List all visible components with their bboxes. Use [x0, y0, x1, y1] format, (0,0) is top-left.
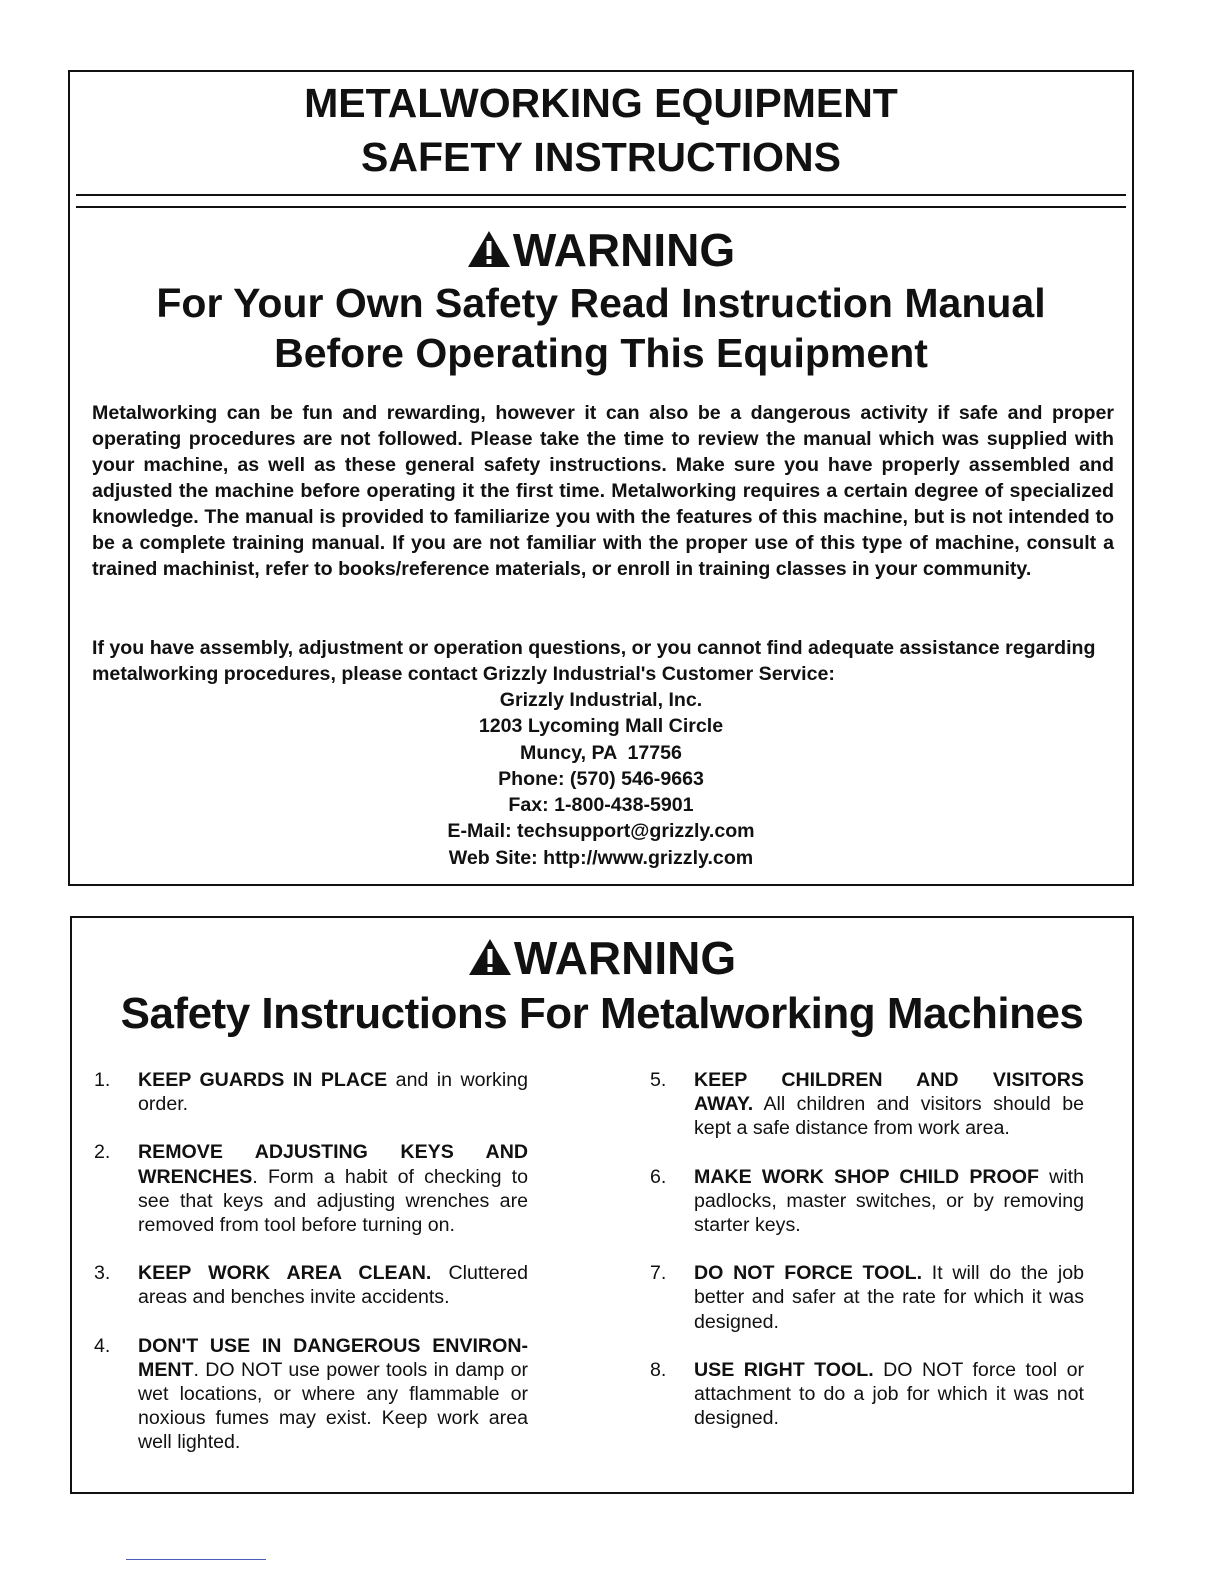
instruction-text	[694, 1068, 1084, 1141]
warning-triangle-icon	[467, 230, 511, 268]
instruction-text	[138, 1261, 528, 1309]
instruction-text	[138, 1068, 528, 1116]
instruction-text	[694, 1358, 1084, 1431]
instructions-column-right	[650, 1068, 1084, 1454]
instruction-number: 6.	[650, 1165, 667, 1188]
instruction-body: . Form a habit of checking to see that keys and adjusting wrenches are removed from tool before turning on.	[138, 1165, 528, 1237]
contact-street: 1203 Lycoming Mall Circle	[478, 715, 724, 738]
instruction-text	[138, 1140, 528, 1237]
instruction-heading: KEEP CHILDREN AND VISITORS	[694, 1069, 1084, 1091]
instruction-text	[694, 1261, 1084, 1334]
contact-company: Grizzly Industrial, Inc.	[499, 689, 703, 711]
instruction-body: All children and visitors should be kept a safe distance from work area.	[694, 1093, 1084, 1140]
instruction-item	[650, 1068, 1084, 1141]
warning-subtitle-line1: For Your Own Safety Read Instruction Manual	[156, 280, 1046, 326]
title-divider-top	[76, 194, 1126, 196]
page-title-line2: SAFETY INSTRUCTIONS	[361, 134, 841, 180]
instruction-body: with padlocks, master switches, or by removing starter keys.	[694, 1165, 1084, 1237]
contact-fax: Fax: 1-800-438-5901	[508, 794, 694, 817]
instruction-heading: DO NOT FORCE TOOL.	[694, 1262, 923, 1285]
instruction-heading-continued: MENT	[138, 1358, 194, 1381]
title-divider-bottom	[76, 206, 1126, 208]
instruction-item	[94, 1261, 528, 1309]
instruction-number: 2.	[94, 1141, 111, 1164]
instruction-number: 5.	[650, 1069, 667, 1091]
instruction-body: and in working order.	[138, 1069, 528, 1116]
contact-block	[70, 687, 1132, 871]
instruction-body: DO NOT force tool or attachment to do a job for which it was not designed.	[694, 1358, 1084, 1430]
instruction-body: It will do the job better and safer at the rate for which it was designed.	[694, 1262, 1084, 1333]
machine-safety-box	[70, 916, 1134, 1494]
contact-phone: Phone: (570) 546-9663	[498, 767, 704, 790]
instruction-heading: USE RIGHT TOOL.	[694, 1358, 874, 1381]
instruction-heading: MAKE WORK SHOP CHILD PROOF	[694, 1165, 1039, 1188]
instruction-item	[94, 1334, 528, 1455]
instruction-heading: DON'T USE IN DANGEROUS ENVIRON-	[138, 1334, 528, 1357]
general-safety-box	[68, 70, 1134, 886]
instruction-body: Cluttered areas and benches invite accidents.	[138, 1262, 528, 1309]
warning-subtitle-line2: Before Operating This Equipment	[274, 330, 928, 376]
instruction-item	[94, 1140, 528, 1237]
contact-paragraph: If you have assembly, adjustment or operation questions, or you cannot find adequate assistance regarding metalworking procedures, please contact Grizzly Industrial's Customer Service:	[92, 637, 1096, 685]
instruction-text	[694, 1165, 1084, 1238]
intro-paragraph: Metalworking can be fun and rewarding, however it can also be a dangerous activity if safe and proper operating procedures are not followed. Please take the time to review the manual which was supplied with your machine, as well as these general safety instructions. Make sure you have properly assembled and adjusted the machine before operating it the first time. Metalworking requires a certain degree of specialized knowledge. The manual is provided to familiarize you with the features of this machine, but is not intended to be a complete training manual. If you are not familiar with the proper use of this type of machine, consult a trained machinist, refer to books/reference materials, or enroll in training classes in your community.	[92, 402, 1114, 580]
instruction-heading-continued: AWAY.	[694, 1093, 754, 1116]
instruction-item	[650, 1261, 1084, 1334]
machine-safety-subtitle: Safety Instructions For Metalworking Machines	[120, 989, 1084, 1038]
instruction-heading: KEEP WORK AREA CLEAN.	[138, 1262, 432, 1285]
instruction-number: 7.	[650, 1262, 667, 1285]
warning-triangle-icon	[468, 938, 512, 976]
instruction-item	[650, 1358, 1084, 1431]
warning-label-1: WARNING	[512, 224, 736, 276]
contact-email[interactable]: E-Mail: techsupport@grizzly.com	[447, 820, 755, 843]
instruction-number: 1.	[94, 1069, 111, 1091]
instruction-heading: KEEP GUARDS IN PLACE	[138, 1069, 388, 1091]
warning-heading-2	[72, 932, 1132, 984]
contact-website[interactable]: Web Site: http://www.grizzly.com	[448, 846, 754, 869]
instruction-item	[94, 1068, 528, 1116]
warning-label-2: WARNING	[513, 932, 737, 984]
instruction-item	[650, 1165, 1084, 1238]
instruction-body: . DO NOT use power tools in damp or wet locations, or where any flammable or noxious fumes may exist. Keep work area well lighted.	[138, 1358, 528, 1454]
instruction-text	[138, 1334, 528, 1455]
warning-heading-1	[70, 224, 1132, 276]
contact-city: Muncy, PA 17756	[520, 741, 682, 764]
instruction-heading: REMOVE ADJUSTING KEYS AND	[138, 1141, 528, 1164]
instruction-number: 8.	[650, 1358, 667, 1381]
instruction-number: 4.	[94, 1334, 111, 1357]
instruction-number: 3.	[94, 1262, 111, 1285]
page-title-line1: METALWORKING EQUIPMENT	[304, 80, 898, 126]
instructions-column-left	[94, 1068, 528, 1479]
footer-divider	[126, 1559, 266, 1560]
instruction-heading-continued: WRENCHES	[138, 1165, 253, 1188]
